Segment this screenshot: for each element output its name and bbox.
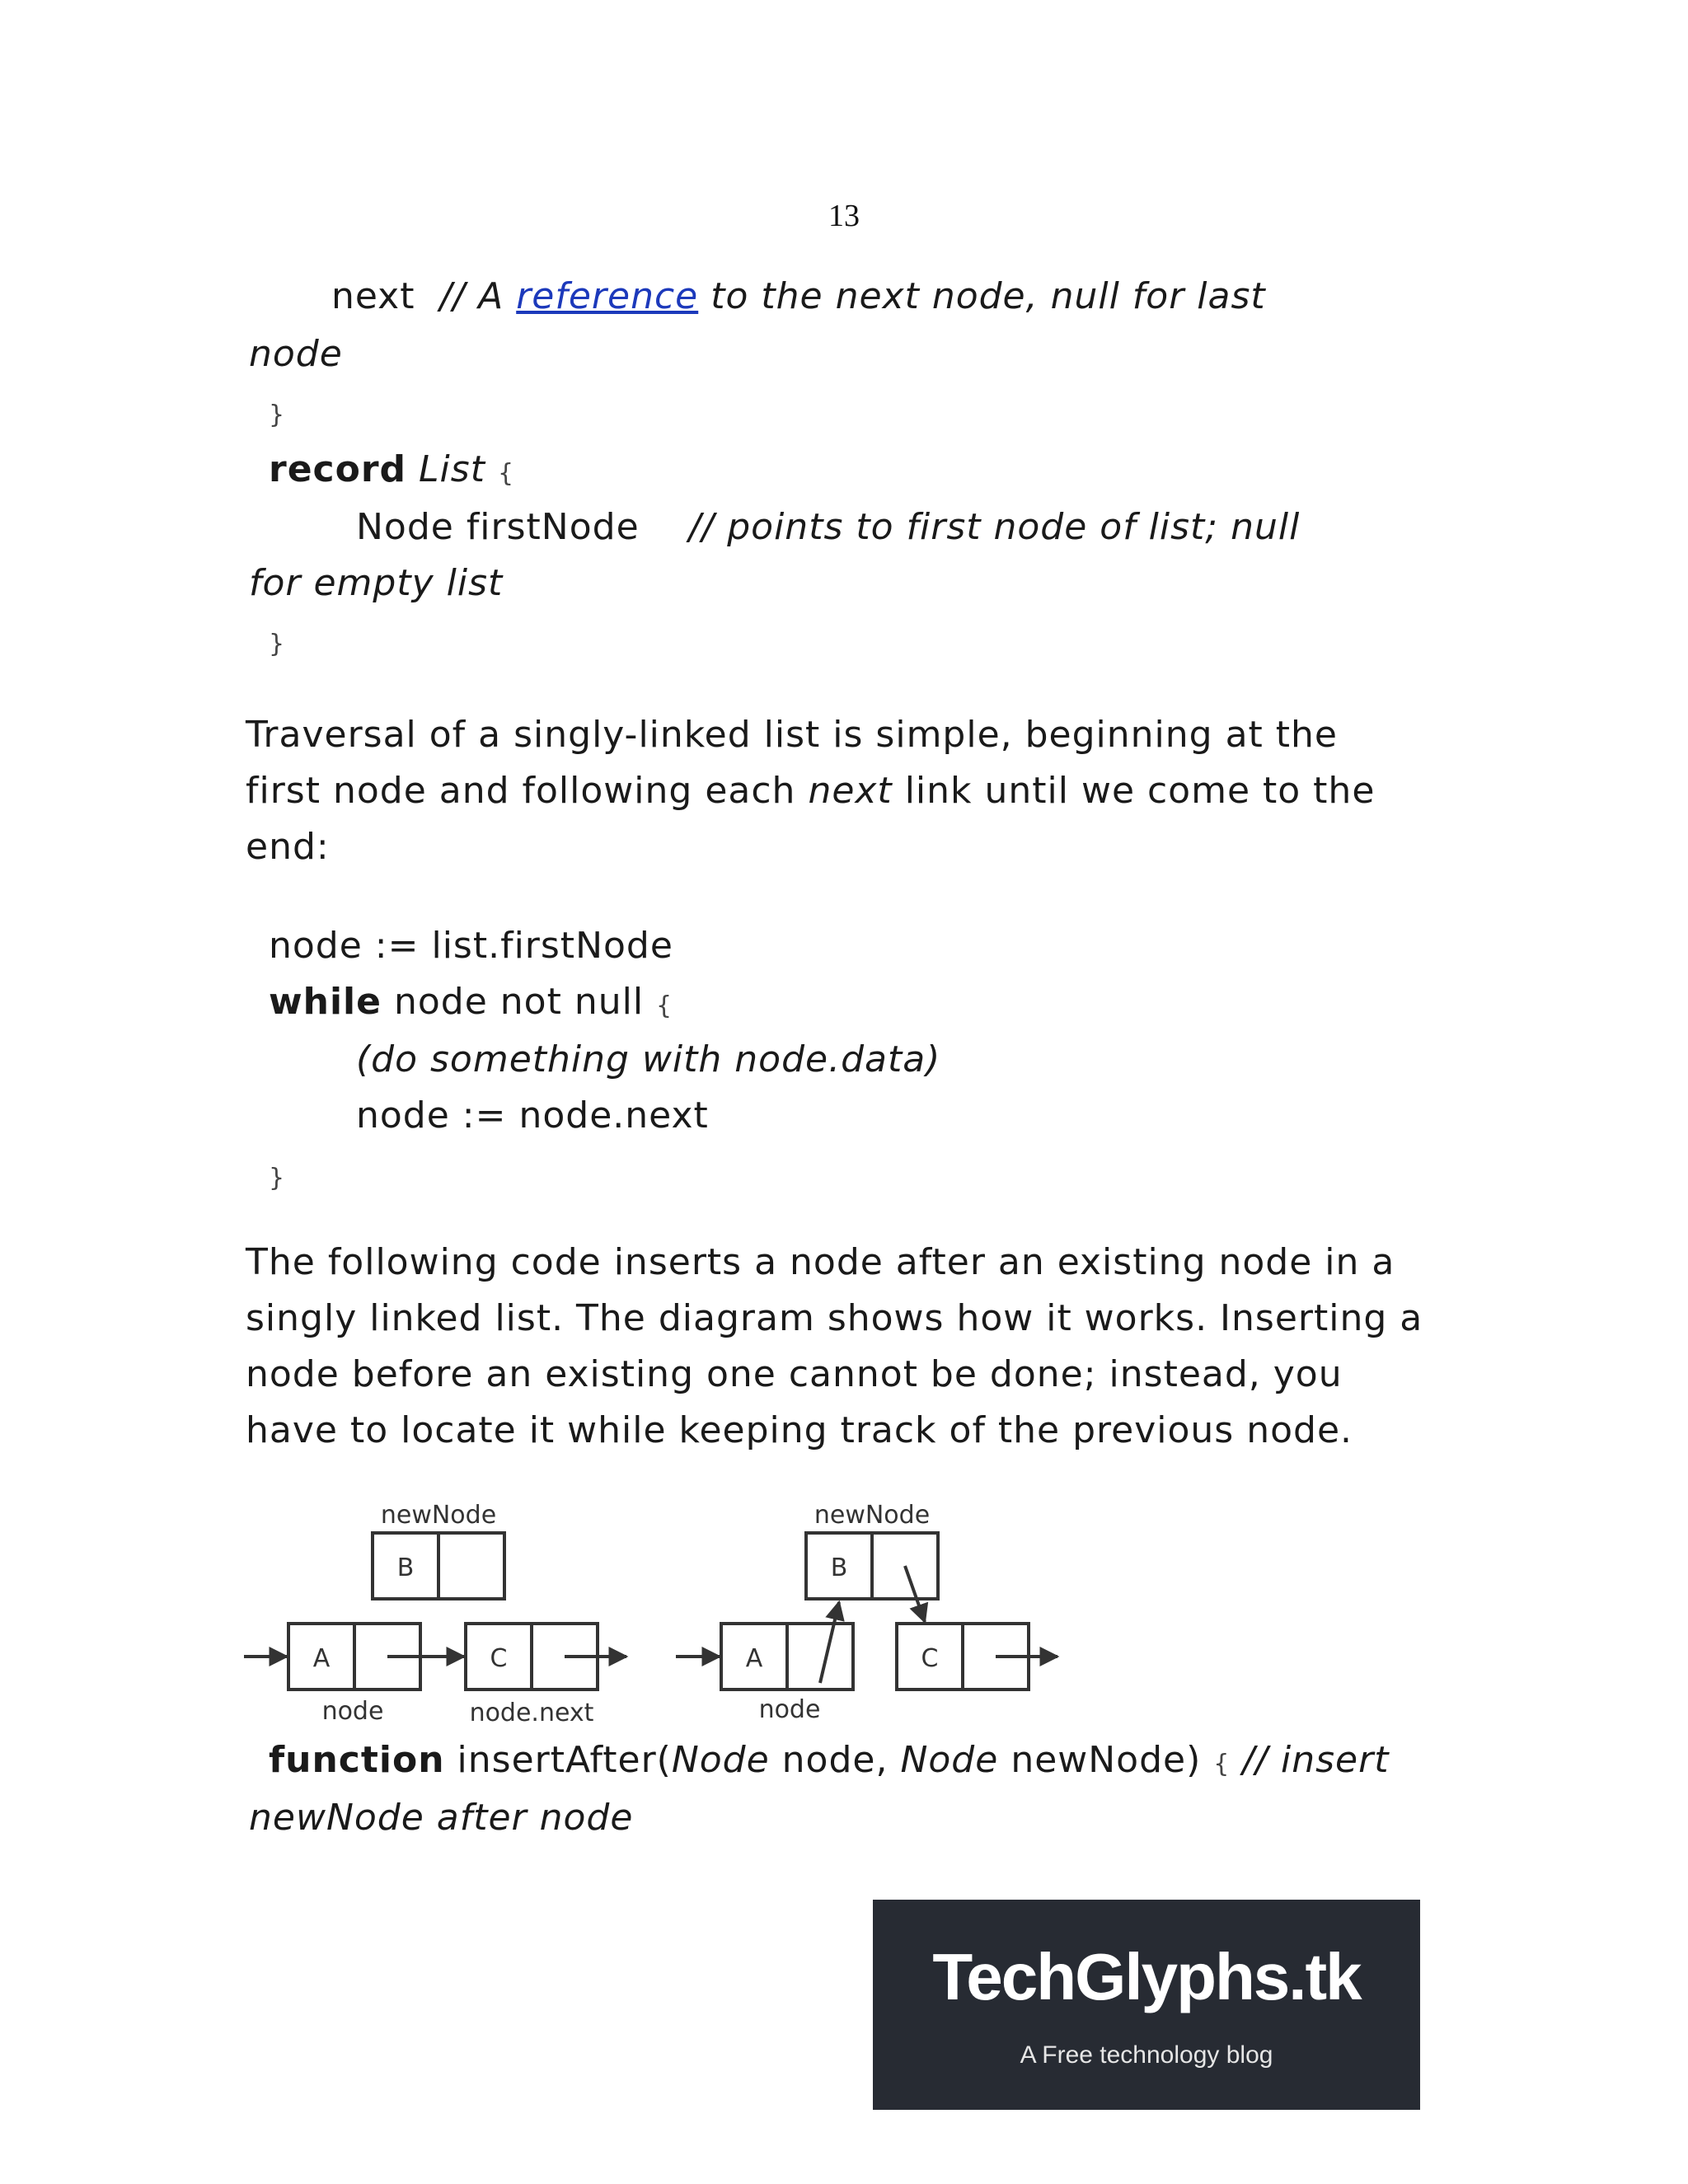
paragraph-line: singly linked list. The diagram shows how it works. Inserting a [246, 1297, 1423, 1339]
comment-text: // insert [1242, 1739, 1390, 1781]
techglyphs-banner[interactable] [873, 1900, 1420, 2110]
page-number: 13 [828, 199, 860, 233]
param-name: node, [781, 1739, 889, 1781]
node-label: node [758, 1695, 821, 1724]
node-value: B [830, 1554, 848, 1582]
b-to-c-arrow [905, 1566, 925, 1622]
comment-wrap: newNode after node [249, 1797, 634, 1839]
comment-text: // A [439, 275, 504, 317]
node-value: C [490, 1644, 508, 1673]
close-brace: } [269, 630, 286, 658]
code-line-while [269, 981, 673, 1023]
code-line-record-list [269, 448, 514, 490]
paragraph-line: end: [246, 826, 330, 868]
close-brace: } [269, 401, 286, 429]
code-line-first-node [356, 506, 1300, 548]
function-keyword: function [269, 1739, 445, 1781]
code-line: node := list.firstNode [269, 925, 673, 967]
param-type: Node [900, 1739, 999, 1781]
record-keyword: record [269, 448, 407, 490]
paragraph-line: node before an existing one cannot be done; instead, you [246, 1353, 1343, 1395]
banner-subtitle: A Free technology blog [1020, 2041, 1273, 2069]
a-to-b-arrow [820, 1602, 839, 1683]
paragraph-line: Traversal of a singly-linked list is simple, beginning at the [246, 714, 1338, 756]
code-comment: (do something with node.data) [356, 1038, 941, 1080]
param-name: newNode) [1010, 1739, 1202, 1781]
record-name: List [419, 448, 485, 490]
open-brace: { [1213, 1750, 1231, 1779]
while-keyword: while [269, 981, 382, 1023]
node-value: B [396, 1554, 415, 1582]
comment-text: to the next node, null for last [710, 275, 1266, 317]
paragraph-line: The following code inserts a node after an existing node in a [246, 1241, 1395, 1283]
node-value: A [312, 1644, 331, 1673]
code-line: node := node.next [356, 1094, 709, 1137]
next-term: next [808, 770, 893, 812]
paragraph-line: have to locate it while keeping track of the previous node. [246, 1409, 1353, 1451]
paragraph-line [246, 770, 1375, 812]
node-value: C [921, 1644, 939, 1673]
open-brace: { [656, 991, 673, 1020]
close-brace: } [269, 1164, 286, 1193]
code-line-function [269, 1739, 1389, 1781]
node-label: node [321, 1697, 384, 1726]
reference-link[interactable]: reference [516, 275, 699, 317]
function-name: insertAfter( [457, 1739, 672, 1781]
field-name: next [331, 275, 415, 317]
linked-list-insert-diagram [239, 1500, 1096, 1747]
text-span: link until we come to the [904, 770, 1376, 812]
code-line-next-field [331, 275, 1266, 317]
text-span: first node and following each [246, 770, 796, 812]
open-brace: { [497, 459, 515, 488]
new-node-next-cell [438, 1533, 504, 1599]
new-node-label: newNode [380, 1501, 497, 1530]
node-value: A [745, 1644, 763, 1673]
new-node-label: newNode [814, 1501, 931, 1530]
param-type: Node [671, 1739, 770, 1781]
node-next-label: node.next [469, 1699, 594, 1727]
field-declaration: Node firstNode [356, 506, 640, 548]
comment-text: // points to first node of list; null [688, 506, 1301, 548]
comment-wrap: for empty list [249, 562, 504, 604]
while-condition: node not null [393, 981, 645, 1023]
comment-wrap: node [249, 333, 343, 375]
banner-title: TechGlyphs.tk [932, 1940, 1361, 2013]
